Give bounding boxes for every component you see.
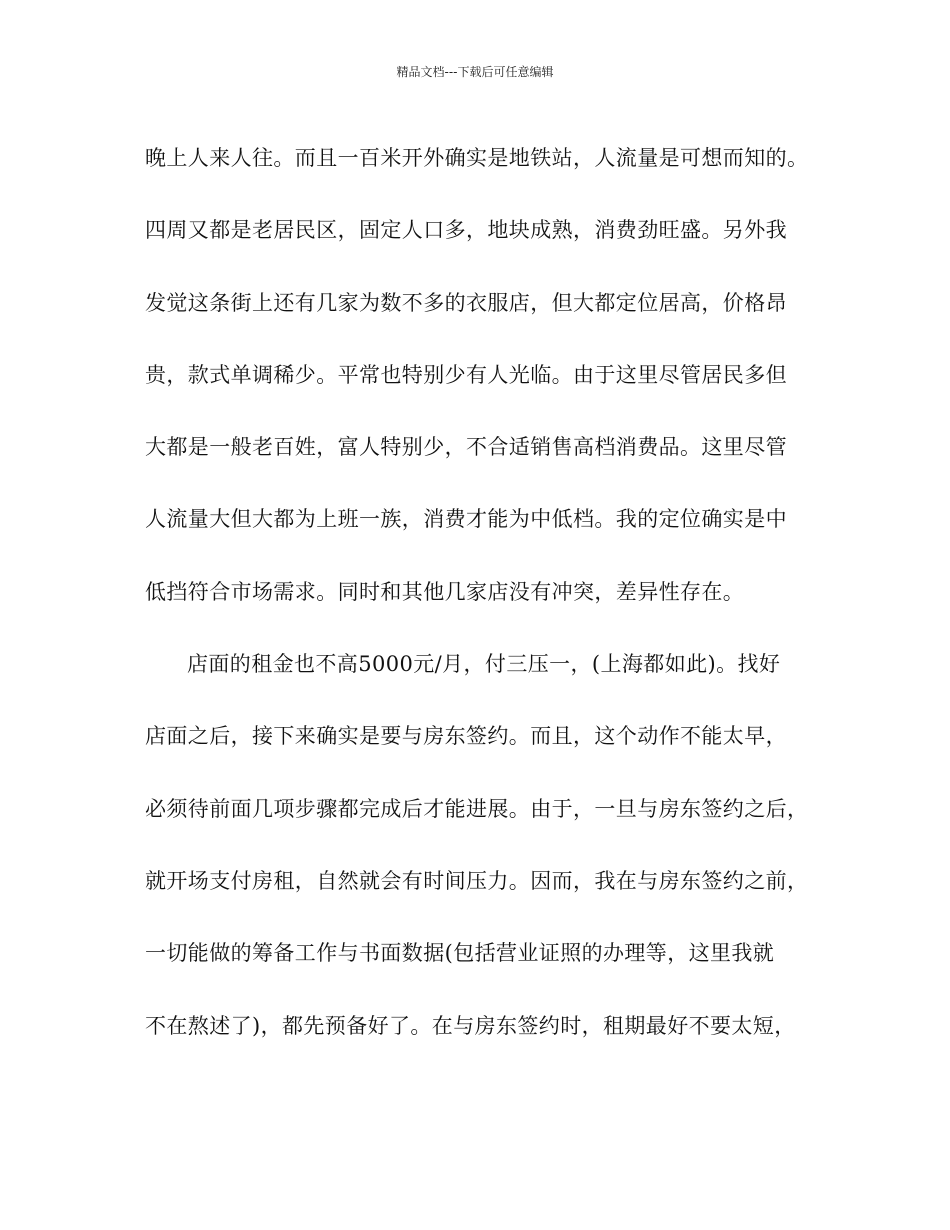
text-line: 低挡符合市场需求。同时和其他几家店没有冲突，差异性存在。 — [145, 579, 745, 604]
text-line: 不在熬述了)，都先预备好了。在与房东签约时，租期最好不要太短， — [145, 1013, 796, 1038]
text-line: 晚上人来人往。而且一百米开外确实是地铁站，人流量是可想而知的。 — [145, 146, 809, 170]
text-line: 必须待前面几项步骤都完成后才能进展。由于，一旦与房东签约之后， — [145, 796, 809, 821]
text-line: 四周又都是老居民区，固定人口多，地块成熟，消费劲旺盛。另外我 — [145, 218, 787, 243]
text-line: 发觉这条街上还有几家为数不多的衣服店，但大都定位居高，价格昂 — [145, 290, 787, 315]
text-line: 人流量大但大都为上班一族，消费才能为中低档。我的定位确实是中 — [145, 507, 787, 532]
text-line: 一切能做的筹备工作与书面数据(包括营业证照的办理等，这里我就 — [145, 941, 775, 966]
text-line: 就开场支付房租，自然就会有时间压力。因而，我在与房东签约之前， — [145, 868, 809, 893]
paragraph-start-line: 店面的租金也不高5000元/月，付三压一，(上海都如此)。找好 — [187, 652, 781, 677]
document-body — [145, 138, 825, 1078]
text-line: 店面之后，接下来确实是要与房东签约。而且，这个动作不能太早， — [145, 724, 787, 749]
text-line: 大都是一般老百姓，富人特别少，不合适销售高档消费品。这里尽管 — [145, 435, 787, 460]
text-line: 贵，款式单调稀少。平常也特别少有人光临。由于这里尽管居民多但 — [145, 362, 787, 387]
page-header: 精品文档---下载后可任意编辑 — [396, 65, 554, 79]
